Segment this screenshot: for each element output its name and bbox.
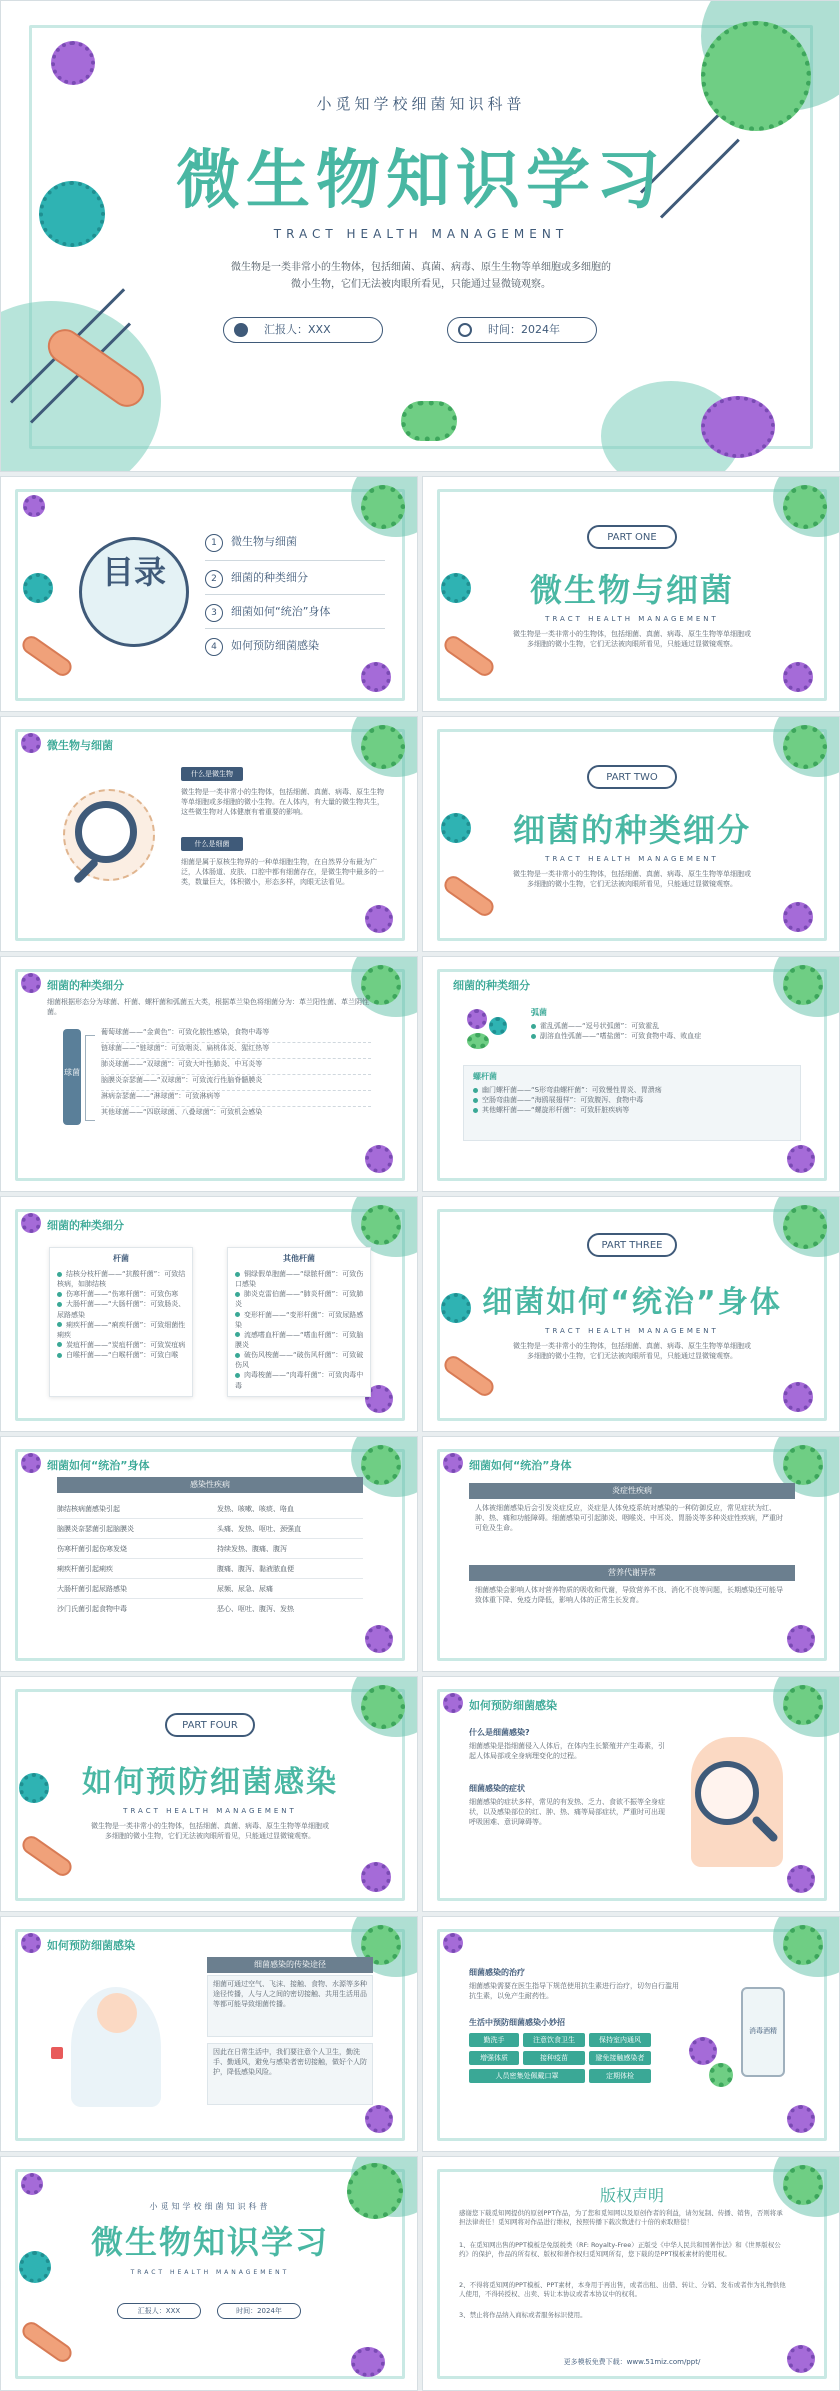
table-row: [57, 1579, 363, 1599]
list-item: [531, 1031, 791, 1041]
purple-virus-icon: [443, 1933, 463, 1953]
toc-item-label: 如何预防细菌感染: [231, 639, 319, 652]
toc-number: 3: [205, 604, 223, 622]
end-slide: [0, 2156, 418, 2391]
list-item: [57, 1320, 187, 1340]
type-item: 其他球菌——“四联球菌、八叠球菌”：可致机会感染: [101, 1108, 263, 1116]
list-text: 幽门螺杆菌——“S形弯曲螺杆菌”：可致慢性胃炎、胃溃疡: [482, 1086, 662, 1094]
spray-label: 消毒酒精: [749, 2027, 777, 2035]
purple-virus-icon: [365, 1145, 393, 1173]
section-header: 炎症性疾病: [469, 1483, 795, 1499]
purple-virus-icon: [443, 1693, 463, 1713]
part-description: 微生物是一类非常小的生物体，包括细菌、真菌、病毒、原生生物等单细胞或多细胞的微小生物，它们无法被肉眼所看见，只能通过显微镜观察。: [513, 630, 751, 649]
toc-number: 2: [205, 570, 223, 588]
list-text: 肉毒梭菌——“肉毒杆菌”：可致肉毒中毒: [235, 1371, 364, 1390]
list-item: [235, 1350, 365, 1370]
paragraph: 感谢您下载觅知网提供的原创PPT作品，为了您和觅知网以及原创作者的利益，请勿复制、传播、销售，否则将承担法律责任！觅知网将对作品进行维权，按照传播下载次数进行十倍的索取赔偿！: [459, 2209, 783, 2227]
purple-virus-icon: [783, 902, 813, 932]
part-description: 微生物是一类非常小的生物体，包括细菌、真菌、病毒、原生生物等单细胞或多细胞的微小生物，它们无法被肉眼所看见，只能通过显微镜观察。: [513, 870, 751, 889]
purple-virus-icon: [365, 905, 393, 933]
list-item: [473, 1085, 793, 1095]
toc-item[interactable]: [205, 561, 385, 595]
purple-virus-icon: [783, 1382, 813, 1412]
green-virus-icon: [361, 485, 405, 529]
end-subtitle: 小觅知学校细菌知识科普: [149, 2202, 271, 2211]
part-description: 微生物是一类非常小的生物体，包括细菌、真菌、病毒、原生生物等单细胞或多细胞的微小生物，它们无法被肉眼所看见，只能通过显微镜观察。: [91, 1822, 329, 1841]
magnifier-icon: [695, 1761, 759, 1825]
heading: 螺杆菌: [473, 1072, 497, 1081]
red-cross-icon: [51, 2047, 63, 2059]
bullet: [57, 1272, 62, 1277]
purple-virus-icon: [21, 1453, 41, 1473]
heading-chip: 什么是微生物: [181, 767, 243, 781]
slide-section-label: 如何预防细菌感染: [469, 1699, 557, 1712]
green-virus-icon: [361, 1205, 401, 1245]
teal-germ-icon: [441, 573, 471, 603]
list-text: 结核分枝杆菌——“抗酸杆菌”：可致结核病，如肺结核: [57, 1270, 186, 1289]
tip-chip: 接种疫苗: [523, 2051, 585, 2065]
list-text: 空肠弯曲菌——“海鸥展翅样”：可致腹泻、食物中毒: [482, 1096, 644, 1105]
paragraph: 人体被细菌感染后会引发炎症反应，炎症是人体免疫系统对感染的一种防御反应，常见症状为红、肿、热、痛和功能障碍。细菌感染可引起肺炎、咽喉炎、中耳炎、胃肠炎等多种炎症性疾病，严重时可危及生命。: [475, 1504, 783, 1533]
purple-virus-icon: [467, 1009, 487, 1029]
table-cell: 发热、咳嗽、咳痰、咯血: [217, 1505, 294, 1513]
part-label: PART THREE: [587, 1233, 677, 1257]
part-en: TRACT HEALTH MANAGEMENT: [123, 1807, 297, 1815]
purple-virus-icon: [787, 1865, 815, 1893]
purple-virus-icon: [21, 733, 41, 753]
heading: 生活中预防细菌感染小妙招: [469, 2018, 565, 2027]
teal-germ-icon: [23, 573, 53, 603]
list-text: 大肠杆菌——“大肠杆菌”：可致肠炎、尿路感染: [57, 1300, 186, 1319]
table-header: 感染性疾病: [57, 1477, 363, 1493]
teal-germ-icon: [489, 1017, 507, 1035]
heading: 细菌感染的症状: [469, 1784, 525, 1793]
vibrio-list: [531, 1021, 791, 1041]
list-item: [473, 1105, 793, 1115]
green-virus-icon: [783, 1925, 823, 1965]
tip-chip: 注意饮食卫生: [523, 2033, 585, 2047]
purple-virus-icon: [361, 662, 391, 692]
green-virus-icon: [361, 725, 405, 769]
table-row: [57, 1539, 363, 1559]
slide-section-label: 微生物与细菌: [47, 739, 113, 752]
slide-section-label: 细菌的种类细分: [47, 979, 124, 992]
card-list: [235, 1269, 365, 1391]
bullet: [531, 1034, 536, 1039]
list-text: 霍乱弧菌——“逗号状弧菌”：可致霍乱: [540, 1022, 660, 1030]
heading-chip: 什么是细菌: [181, 837, 243, 851]
paragraph: 细菌是属于原核生物界的一种单细胞生物，在自然界分布最为广泛，人体肠道、皮肤、口腔中都有细菌存在，是微生物中最多的一类，数量巨大，体积微小，形态多样，肉眼无法看见。: [181, 858, 384, 887]
spirillum-list: [473, 1085, 793, 1115]
green-virus-icon: [361, 1685, 405, 1729]
end-title: 微生物知识学习: [90, 2223, 329, 2261]
purple-virus-icon: [689, 2037, 717, 2065]
tip-chip: 保持室内通风: [589, 2033, 651, 2047]
part-label: PART TWO: [587, 765, 677, 789]
green-bacillus-icon: [401, 401, 457, 441]
green-virus-icon: [783, 965, 823, 1005]
purple-virus-icon: [51, 41, 95, 85]
green-virus-icon: [783, 1685, 823, 1725]
table-cell: 尿频、尿急、尿痛: [217, 1585, 273, 1593]
table-cell: 痢疾杆菌引起痢疾: [57, 1565, 113, 1573]
list-item: [235, 1330, 365, 1350]
tip-chip: 勤洗手: [469, 2033, 519, 2047]
part-en: TRACT HEALTH MANAGEMENT: [545, 615, 719, 623]
cover-slide: [0, 0, 840, 472]
list-item: [235, 1370, 365, 1390]
type-item: 葡萄球菌——“金黄色”：可致化脓性感染，食物中毒等: [101, 1027, 371, 1043]
tip-chip: 人员密集处佩戴口罩: [469, 2069, 585, 2083]
green-virus-icon: [361, 1445, 401, 1485]
paragraph: 2、不得将觅知网的PPT模板、PPT素材，本身用于再出售，或者出租、出借、转让、分销、发布或者作为礼物供他人使用，不得转授权、出卖、转让本协议或者本协议中的权利。: [459, 2281, 786, 2299]
part-title: 细菌如何“统治”身体: [482, 1285, 782, 1320]
teal-germ-icon: [441, 813, 471, 843]
toc-item[interactable]: [205, 595, 385, 629]
bullet: [235, 1312, 240, 1317]
type-item: 淋病奈瑟菌——“淋球菌”：可致淋病等: [101, 1091, 371, 1107]
part-four-slide: [0, 1676, 418, 1912]
time-badge: 时间：2024年: [217, 2303, 301, 2319]
paragraph: 微生物是一类非常小的生物体，包括细菌、真菌、病毒、原生生物等单细胞或多细胞的微小生物。在人体内，有大量的微生物共生，这些微生物对人体健康有着重要的影响。: [181, 788, 384, 817]
list-text: 伤寒杆菌——“伤寒杆菌”：可致伤寒: [66, 1290, 179, 1299]
tip-chip: 增强体质: [469, 2051, 519, 2065]
copyright-title: 版权声明: [599, 2186, 664, 2205]
purple-virus-icon: [21, 1213, 41, 1233]
body-slide-2: [422, 1436, 840, 1672]
table-cell: 伤寒杆菌引起伤寒发烧: [57, 1545, 127, 1553]
list-text: 痢疾杆菌——“痢疾杆菌”：可致细菌性痢疾: [57, 1320, 186, 1339]
purple-virus-icon: [787, 1625, 815, 1653]
cover-en-subtitle: TRACT HEALTH MANAGEMENT: [273, 227, 569, 241]
prevent-slide-1: [422, 1676, 840, 1912]
list-text: 变形杆菌——“变形杆菌”：可致尿路感染: [235, 1310, 364, 1329]
slide-section-label: 如何预防细菌感染: [47, 1939, 135, 1952]
heading: 细菌感染的治疗: [469, 1968, 525, 1977]
green-virus-icon: [783, 1445, 823, 1485]
part-two-slide: [422, 716, 840, 952]
table-cell: 大肠杆菌引起尿路感染: [57, 1585, 127, 1593]
table-cell: 持续发热、腹痛、腹泻: [217, 1545, 287, 1553]
bullet: [57, 1292, 62, 1297]
green-bacillus-icon: [467, 1033, 489, 1049]
green-virus-icon: [783, 725, 827, 769]
bullet: [57, 1322, 62, 1327]
paragraph: 细菌感染是指细菌侵入人体后，在体内生长繁殖并产生毒素，引起人体局部或全身病理变化的过程。: [469, 1742, 665, 1761]
section-header: 细菌感染的传染途径: [207, 1957, 373, 1973]
purple-virus-icon: [21, 973, 41, 993]
bullet: [235, 1272, 240, 1277]
bullet: [57, 1342, 62, 1347]
toc-list: [205, 527, 385, 663]
table-cell: 肺结核病菌感染引起: [57, 1505, 120, 1513]
list-text: 流感嗜血杆菌——“嗜血杆菌”：可致脑膜炎: [235, 1330, 364, 1349]
paragraph: 细菌感染会影响人体对营养物质的吸收和代谢，导致营养不良、消化不良等问题，长期感染还可能导致体重下降、免疫力降低，影响人体的正常生长发育。: [475, 1586, 783, 1605]
list-text: 炭疽杆菌——“炭疽杆菌”：可致炭疽病: [66, 1340, 186, 1349]
paragraph: 细菌感染的症状多样，常见的有发热、乏力、食欲不振等全身症状，以及感染部位的红、肿、热、痛等局部症状，严重时可出现呼吸困难、意识障碍等。: [469, 1798, 665, 1827]
types-slide-1: [0, 956, 418, 1192]
slide-section-label: 细菌的种类细分: [453, 979, 530, 992]
list-text: 破伤风梭菌——“破伤风杆菌”：可致破伤风: [235, 1351, 364, 1370]
disease-table: [57, 1499, 363, 1619]
card-title: 杆菌: [113, 1254, 129, 1263]
paragraph: 3、禁止将作品纳入商标或者服务标识使用。: [459, 2311, 587, 2319]
slide-section-label: 细菌的种类细分: [47, 1219, 124, 1232]
tip-chip: 定期体检: [589, 2069, 651, 2083]
types-slide-2: [422, 956, 840, 1192]
purple-virus-icon: [21, 2173, 43, 2195]
purple-virus-icon: [351, 2347, 385, 2377]
part-label: PART ONE: [587, 525, 677, 549]
list-text: 白喉杆菌——“白喉杆菌”：可致白喉: [66, 1351, 179, 1360]
list-item: [235, 1310, 365, 1330]
time-badge: [447, 317, 597, 343]
part-title: 微生物与细菌: [529, 571, 734, 609]
green-virus-icon: [783, 1205, 827, 1249]
paragraph: 因此在日常生活中，我们要注意个人卫生，勤洗手、勤通风，避免与感染者密切接触，做好个人防护，降低感染风险。: [213, 2048, 367, 2077]
copyright-slide: [422, 2156, 840, 2391]
reporter-text: 汇报人：XXX: [264, 323, 331, 336]
list-item: [57, 1269, 187, 1289]
bullet: [235, 1373, 240, 1378]
list-item: [57, 1350, 187, 1360]
list-item: [57, 1289, 187, 1299]
clock-icon: [458, 323, 472, 337]
table-cell: 腹痛、腹泻、黏液脓血便: [217, 1565, 294, 1573]
toc-item[interactable]: [205, 629, 385, 663]
slide-frame: [437, 1449, 827, 1661]
green-virus-icon: [701, 21, 811, 131]
table-row: [57, 1519, 363, 1539]
table-cell: 头痛、发热、呕吐、颈强直: [217, 1525, 301, 1533]
bullet: [531, 1024, 536, 1029]
type-item: 肺炎球菌——“双球菌”：可致大叶性肺炎、中耳炎等: [101, 1059, 371, 1075]
section-header: 营养代谢异常: [469, 1565, 795, 1581]
heading: 弧菌: [531, 1008, 547, 1017]
prevent-slide-2: [0, 1916, 418, 2152]
reporter-badge: [223, 317, 383, 343]
purple-virus-icon: [783, 662, 813, 692]
part-title: 如何预防细菌感染: [82, 1765, 338, 1800]
type-list: [101, 1027, 371, 1123]
list-item: [235, 1269, 365, 1289]
purple-virus-icon: [787, 1145, 815, 1173]
toc-slide: [0, 476, 418, 712]
list-item: [57, 1299, 187, 1319]
bullet: [235, 1353, 240, 1358]
toc-item-label: 微生物与细菌: [231, 535, 297, 548]
list-text: 副溶血性弧菌——“嗜盐菌”：可致食物中毒、败血症: [540, 1032, 702, 1041]
magnifier-icon: [75, 801, 137, 863]
slide-section-label: 细菌如何“统治”身体: [469, 1459, 572, 1472]
list-item: [473, 1095, 793, 1105]
root-node: 球菌: [63, 1029, 81, 1125]
table-row: [57, 1499, 363, 1519]
bullet: [473, 1088, 478, 1093]
table-cell: 沙门氏菌引起食物中毒: [57, 1605, 127, 1613]
part-label: PART FOUR: [165, 1713, 255, 1737]
paragraph: 细菌感染需要在医生指导下规范使用抗生素进行治疗，切勿自行滥用抗生素，以免产生耐药性。: [469, 1982, 679, 2001]
type-item: 链球菌——“链球菌”：可致咽炎、扁桃体炎、猩红热等: [101, 1043, 371, 1059]
purple-virus-icon: [787, 2105, 815, 2133]
list-item: [531, 1021, 791, 1031]
more-link[interactable]: 更多模板免费下载：www.51miz.com/ppt/: [563, 2358, 701, 2366]
bullet: [57, 1302, 62, 1307]
purple-virus-icon: [23, 495, 45, 517]
part-en: TRACT HEALTH MANAGEMENT: [545, 855, 719, 863]
list-item: [235, 1289, 365, 1309]
tip-chip: 避免接触感染者: [589, 2051, 651, 2065]
user-icon: [234, 323, 248, 337]
toc-item-label: 细菌如何“统治”身体: [231, 605, 331, 618]
list-text: 肺炎克雷伯菌——“肺炎杆菌”：可致肺炎: [235, 1290, 364, 1309]
purple-virus-icon: [365, 2105, 393, 2133]
list-text: 铜绿假单胞菌——“绿脓杆菌”：可致伤口感染: [235, 1270, 364, 1289]
bullet: [235, 1292, 240, 1297]
purple-virus-icon: [361, 1862, 391, 1892]
toc-number: 4: [205, 638, 223, 656]
purple-virus-icon: [21, 1933, 41, 1953]
heading: 什么是细菌感染?: [469, 1728, 530, 1737]
list-item: [57, 1340, 187, 1350]
table-row: [57, 1559, 363, 1579]
card-list: [57, 1269, 187, 1360]
nurse-face: [97, 1993, 137, 2033]
tree-bracket: [85, 1035, 95, 1121]
purple-virus-icon: [443, 1453, 463, 1473]
reporter-badge: 汇报人：XXX: [117, 2303, 201, 2319]
list-text: 其他螺杆菌——“螺旋形杆菌”：可致肝脏疾病等: [482, 1106, 630, 1115]
cover-subtitle: 小觅知学校细菌知识科普: [316, 95, 526, 113]
end-en-subtitle: TRACT HEALTH MANAGEMENT: [130, 2269, 290, 2276]
toc-number: 1: [205, 534, 223, 552]
bullet: [473, 1098, 478, 1103]
body-slide-1: [0, 1436, 418, 1672]
part-description: 微生物是一类非常小的生物体，包括细菌、真菌、病毒、原生生物等单细胞或多细胞的微小生物，它们无法被肉眼所看见，只能通过显微镜观察。: [513, 1342, 751, 1361]
type-item: 脑膜炎奈瑟菌——“双球菌”：可致流行性脑脊髓膜炎: [101, 1075, 371, 1091]
purple-virus-icon: [365, 1625, 393, 1653]
green-virus-icon: [783, 485, 827, 529]
bullet: [235, 1332, 240, 1337]
table-cell: 脑膜炎奈瑟菌引起脑膜炎: [57, 1525, 134, 1533]
card-title: 其他杆菌: [283, 1254, 315, 1263]
toc-item[interactable]: [205, 527, 385, 561]
microbes-slide: [0, 716, 418, 952]
table-cell: 恶心、呕吐、腹泻、发热: [217, 1605, 294, 1613]
part-three-slide: [422, 1196, 840, 1432]
part-title: 细菌的种类细分: [512, 811, 751, 849]
purple-virus-icon: [701, 396, 775, 458]
table-row: [57, 1599, 363, 1619]
part-en: TRACT HEALTH MANAGEMENT: [545, 1327, 719, 1335]
spray-bottle-icon: [741, 1987, 785, 2077]
toc-item-label: 细菌的种类细分: [231, 571, 308, 584]
intro-text: 细菌根据形态分为球菌、杆菌、螺杆菌和弧菌五大类，根据革兰染色将细菌分为：革兰阳性菌、革兰阴性菌。: [47, 998, 369, 1017]
types-slide-3: [0, 1196, 418, 1432]
bullet: [57, 1353, 62, 1358]
prevent-slide-3: [422, 1916, 840, 2152]
part-one-slide: [422, 476, 840, 712]
time-text: 时间：2024年: [488, 323, 560, 336]
toc-title: 目录: [101, 553, 166, 591]
paragraph: 细菌可通过空气、飞沫、接触、食物、水源等多种途径传播，人与人之间的密切接触、共用生活用品等都可能导致细菌传播。: [213, 1980, 367, 2009]
slide-section-label: 细菌如何“统治”身体: [47, 1459, 150, 1472]
cover-description: 微生物是一类非常小的生物体，包括细菌、真菌、病毒、原生生物等单细胞或多细胞的微小生物，它们无法被肉眼所看见，只能通过显微镜观察。: [231, 262, 611, 290]
cover-title: 微生物知识学习: [176, 144, 666, 218]
green-virus-icon: [709, 2063, 733, 2087]
paragraph: 1、在觅知网出售的PPT模板是免版税类（RF: Royalty-Free）正版受《中华人民共和国著作法》和《世界版权公约》的保护，作品的所有权、版权和著作权归觅知网所有，您下载的是PPT模板素材的使用权。: [459, 2241, 781, 2259]
bullet: [473, 1108, 478, 1113]
